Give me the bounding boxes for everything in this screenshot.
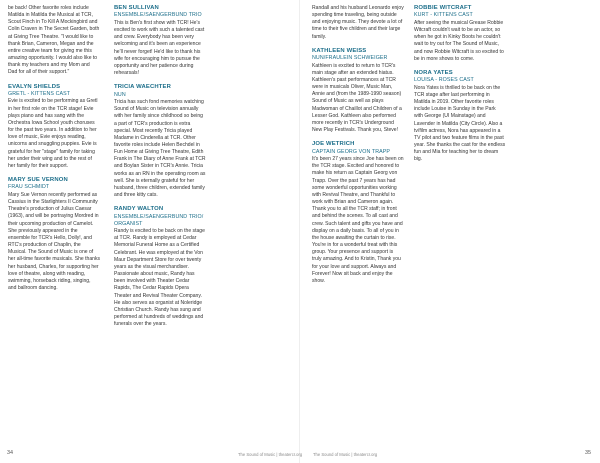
- bio-text: Randall and his husband Leonardo enjoy spending time traveling, being outside and enjoying music. They devote a lot of time to their five children and their large family.: [312, 5, 404, 40]
- bio-text: Mary Sue Vernon recently performed as Cassius in the Starlighters II Community Theatre's production of Julius Caesar (1963), and will be portraying Mordred in their upcoming production of Camelot. She previously appeared in the ensemble for TCR's Hello, Dolly!, and RTC's production of Chaplin, the Musical. The Sound of Music is one of her all-time favorite musicals. She thanks her husband, Charles, for supporting her love of theatre, along with reading, swimming, horseback riding, singing, and ballroom dancing.: [8, 191, 101, 291]
- cast-name: RANDY WALTON: [114, 206, 164, 213]
- bio-text: After seeing the musical Grease Robbie Witcraft couldn't wait to be an actor, so when he got in Kinky Boots he couldn't wait to try out for The Sound of Music, and now Robbie Witcraft is so excited to be in more shows to come.: [414, 19, 504, 62]
- bio-entry: [114, 84, 206, 199]
- bio-text: Randy is excited to be back on the stage at TCR. Randy is employed at Cedar Memorial Funeral Home as a Certified Celebrant. He was employed at the Von Maur Department Store for over twenty years as the visual merchandiser. Passionate about music, Randy has been involved with Theater Cedar Rapids, The Cedar Rapids Opera Theater and Revival Theater Company. He also serves as organist at Noleridge Christian Church. Randy has sung and performed at hundreds of weddings and funerals over the years.: [114, 228, 205, 328]
- cast-role: NUN: [114, 91, 126, 98]
- cast-role: GRETL - KITTENS CAST: [8, 90, 71, 97]
- cast-name: JOE WETRICH: [312, 141, 355, 148]
- footer-left: The Sound of Music | theatercr.org: [238, 452, 303, 457]
- bio-entry: [414, 5, 506, 63]
- cast-role: LOUISA - ROSES CAST: [414, 77, 474, 84]
- bio-entry: [312, 5, 404, 41]
- cast-name: MARY SUE VERNON: [8, 177, 68, 184]
- cast-role: ENSEMBLE/SAENGERBUND TRIO/ ORGANIST: [114, 213, 204, 227]
- cast-name: KATHLEEN WEISS: [312, 47, 367, 54]
- bio-text: Evie is excited to be performing as Gretl in her first role on the TCR stage! Evie plays piano and has sang with the Orchestra Iowa School youth choruses for the past two years. In addition to her love of music, Evie enjoys reading, unicorns and snuggling puppies. Evie is grateful for her "stage" family for taking her under their wing and to the rest of her family for their support.: [8, 98, 98, 169]
- bio-text: Tricia has such fond memories watching Sound of Music on television annually with her family since childhood so being a part of TCR's production is extra special. Most recently Tricia played Madame in Cinderella at TCR. Other favorite roles include Helen Bechdel in Fun Home at Giving Tree Theatre, Edith Frank in The Diary of Anne Frank at TCR and Boylan Sister in TCR's Annie. Tricia works as an RN in the operating room as well. She is eternally grateful for her husband, three children, extended family and three kitty cats.: [114, 99, 206, 199]
- cast-role: NUN/FRAULEIN SCHWEIGER: [312, 55, 388, 62]
- cast-name: ROBBIE WITCRAFT: [414, 5, 472, 11]
- page-number-left: 34: [7, 450, 13, 456]
- page-number-right: 35: [585, 450, 591, 456]
- bio-entry: [8, 177, 100, 292]
- footer-right: The Sound of Music | theatercr.org: [313, 452, 378, 457]
- bio-entry: [8, 5, 100, 77]
- bio-entry: [312, 141, 404, 285]
- bio-entry: [114, 5, 206, 77]
- column-1: [8, 5, 100, 299]
- column-4: [414, 5, 506, 170]
- cast-role: KURT - KITTENS CAST: [414, 12, 473, 19]
- cast-role: FRAU SCHMIDT: [8, 184, 50, 191]
- cast-role: ENSEMBLE/SAENGERBUND TRIO: [114, 12, 202, 19]
- bio-entry: [312, 48, 404, 134]
- cast-name: NORA YATES: [414, 69, 453, 76]
- bio-text: Nora Yates is thrilled to be back on the TCR stage after last performing in Matilda in 2019. Other favorite roles include Louise in Sunday in the Park with George (UI Mainstage) and Lavender in Matilda (City Circle). Also a tv/film actress, Nora has appeared in a TV pilot and two feature films in the past year. She thanks the cast for the endless fun and Mia for teaching her to dream big.: [414, 84, 506, 163]
- bio-entry: [114, 206, 206, 328]
- bio-entry: [414, 70, 506, 164]
- bio-text: It's been 27 years since Joe has been on the TCR stage. Excited and honored to make his return as Captain Georg von Trapp. Over the past 7 years has had some wonderful opportunities working with Revival Theatre, and Thankful to work with Brian and Cameron again. Thank you to all the TCR staff; in front and behind the scenes. To all cast and crew. Such talent and gifts you have and display on a daily basis. To all of you in the house awaiting the curtain to rise. You're in for a wonderful treat with this group. Your presence and support is truly amazing. And to Kristin, Thank you for your love and support. Always and Forever! Now sit back and enjoy the show.: [312, 156, 404, 284]
- bio-text: This is Ben's first show with TCR! He's excited to work with such a talented cast and crew. Everybody has been very welcoming and it's been an experience he'll never forget! He'd like to thank his wife for encouraging him to pursue the opportunity and her patience during rehearsals!: [114, 19, 205, 76]
- column-2: [114, 5, 206, 335]
- cast-name: BEN SULLIVAN: [114, 5, 159, 11]
- bio-text: be back! Other favorite roles include Matilda in Matilda the Musical at TCR, Scout Finch in To Kill A Mockingbird and Colin Craven in The Secret Garden, both at Giving Tree Theatre. "I would like to thank Brian, Cameron, Megan and the entire creative team for giving me this amazing opportunity. I would also like to thank my teachers and my Mom and Dad for all of their support.": [8, 5, 100, 76]
- page-gutter: [299, 0, 300, 463]
- bio-text: Kathleen is excited to return to TCR's main stage after an extended hiatus. Kathleen's past performances at TCR were in musicals Oliver, Music Man, Annie and (from the 1989-1990 season) Sound of Music as well as plays Madwoman of Chaillot and Children of a Lesser God. Kathleen also performed more recently in TCR's Underground New Play Festivals. Thank you, Steve!: [312, 62, 402, 134]
- bio-entry: [8, 84, 100, 170]
- cast-role: CAPTAIN GEORG VON TRAPP: [312, 148, 391, 155]
- column-3: [312, 5, 404, 292]
- cast-name: EVALYN SHIELDS: [8, 83, 61, 90]
- cast-name: TRICIA WAECHTER: [114, 84, 172, 91]
